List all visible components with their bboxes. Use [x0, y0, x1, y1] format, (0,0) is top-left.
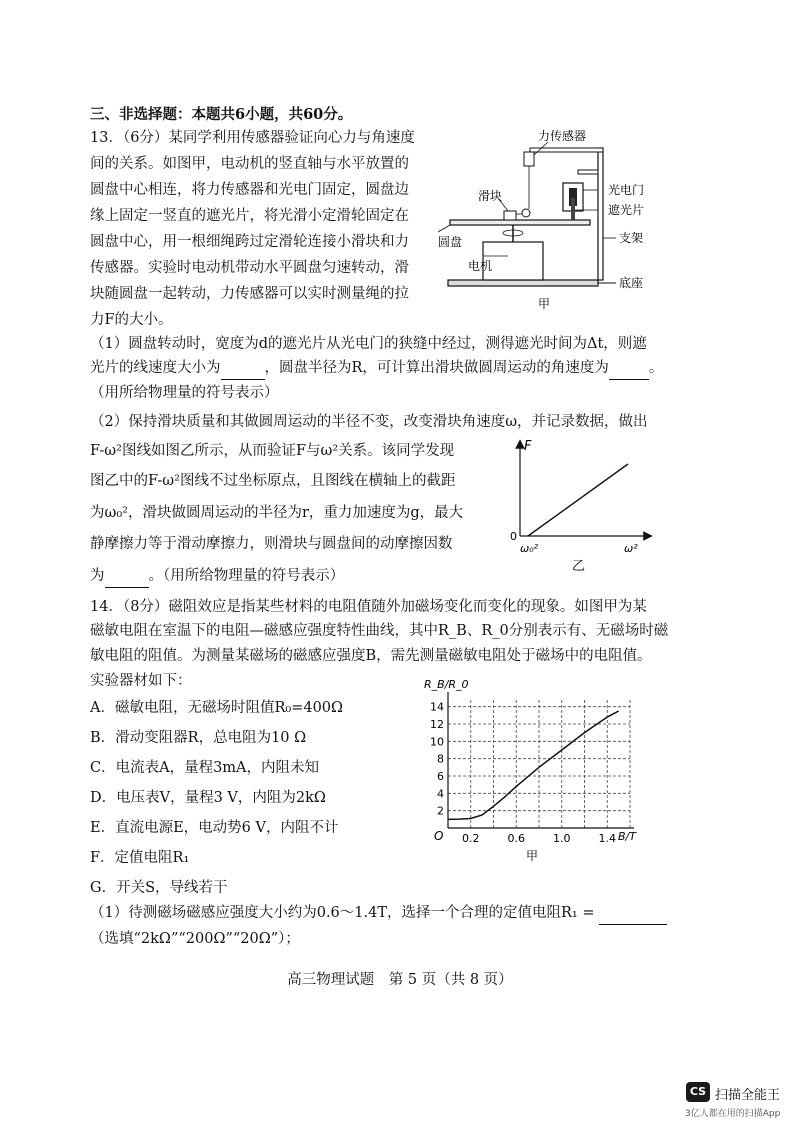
q13-p2-line1: （2）保持滑块质量和其做圆周运动的半径不变，改变滑块角速度ω，并记录数据，做出 — [90, 414, 648, 430]
y-tick-label: 12 — [430, 718, 444, 731]
equipment-item: C．电流表A，量程3mA，内阻未知 — [90, 760, 320, 776]
chart-origin-label: O — [434, 829, 444, 843]
chart-series — [448, 711, 619, 819]
answer-blank-friction-coefficient[interactable] — [105, 565, 149, 588]
q13-p1-text-a: 光片的线速度大小为 — [90, 360, 221, 376]
x-axis-label: ω² — [624, 542, 638, 555]
q13-p1-line2 — [90, 357, 663, 380]
chart-y-label: R_B/R_0 — [424, 678, 469, 691]
q13-p2-last-line — [90, 565, 344, 588]
scanner-app-name: 扫描全能王 — [715, 1088, 781, 1103]
q13-line: 圆盘中心相连，将力传感器和光电门固定，圆盘边 — [90, 182, 409, 198]
q14-p1-line1 — [90, 902, 667, 925]
label-slider: 滑块 — [478, 189, 503, 203]
f-omega-graph — [506, 436, 656, 576]
series-line — [448, 711, 619, 819]
q14-intro-line: 磁敏电阻在室温下的电阻—磁感应强度特性曲线，其中R_B、R_0分别表示有、无磁场时磁 — [90, 623, 669, 639]
q13-p1-line1: （1）圆盘转动时，宽度为d的遮光片从光电门的狭缝中经过，测得遮光时间为Δt，则遮 — [90, 336, 647, 352]
y-tick-label: 10 — [430, 735, 444, 749]
q13-p2-line: 为ω₀²，滑块做圆周运动的半径为r，重力加速度为g，最大 — [90, 505, 464, 521]
answer-blank-linear-velocity[interactable] — [221, 357, 265, 380]
chart-caption: 甲 — [526, 849, 539, 863]
y-axis-label: F — [524, 439, 532, 454]
q13-line: 力F的大小。 — [90, 312, 173, 328]
chart-x-label: B/T — [618, 830, 636, 843]
q14-p1-text: （1）待测磁场磁感应强度大小约为0.6～1.4T，选择一个合理的定值电阻R₁ = — [90, 905, 595, 921]
equipment-item: F．定值电阻R₁ — [90, 850, 190, 866]
answer-blank-resistor[interactable] — [599, 902, 667, 925]
q13-line: 13．（6分）某同学利用传感器验证向心力与角速度 — [90, 130, 415, 146]
base-plate — [448, 280, 598, 286]
shutter — [571, 198, 575, 220]
fig-caption-jia-1: 甲 — [538, 297, 551, 311]
label-base: 底座 — [619, 276, 644, 290]
q14-intro-line: 14．（8分）磁阻效应是指某些材料的电阻值随外加磁场变化而变化的现象。如图甲为某 — [90, 599, 647, 615]
q13-p2-text-b: 。（用所给物理量的符号表示） — [148, 568, 345, 584]
label-motor: 电机 — [468, 259, 493, 273]
chart-grid — [448, 698, 630, 828]
support-frame — [598, 148, 603, 280]
q13-line: 圆盘中心，用一根细绳跨过定滑轮连接小滑块和力 — [90, 234, 409, 250]
label-support: 支架 — [619, 231, 644, 245]
q13-line: 传感器。实验时电动机带动水平圆盘匀速转动，滑 — [90, 260, 409, 276]
q13-p2-line: 静摩擦力等于滑动摩擦力，则滑块与圆盘间的动摩擦因数 — [90, 536, 453, 552]
y-tick-label: 4 — [437, 787, 444, 801]
scanner-logo-icon: CS — [686, 1082, 710, 1102]
label-shutter: 遮光片 — [608, 203, 645, 217]
equipment-item: G．开关S，导线若干 — [90, 880, 228, 896]
disk — [450, 220, 590, 225]
equipment-item: A．磁敏电阻，无磁场时阻值R₀=400Ω — [90, 700, 344, 716]
q13-line: 间的关系。如图甲，电动机的竖直轴与水平放置的 — [90, 156, 409, 172]
equipment-item: E．直流电源E，电动势6 V，内阻不计 — [90, 820, 339, 836]
scanner-app-tagline: 3亿人都在用的扫描App — [685, 1109, 781, 1119]
f-omega-line — [528, 464, 628, 536]
fig-caption-yi: 乙 — [572, 559, 586, 574]
equipment-item: D．电压表V，量程3 V，内阻为2kΩ — [90, 790, 326, 806]
x-intercept-label: ω₀² — [520, 542, 539, 555]
slider-block — [504, 211, 516, 220]
x-tick-label: 1.0 — [553, 832, 571, 845]
apparatus-diagram — [438, 128, 660, 314]
magnetoresistance-chart — [408, 668, 670, 868]
equipment-header: 实验器材如下： — [90, 673, 192, 689]
pulley — [522, 209, 530, 217]
label-disk: 圆盘 — [438, 235, 463, 249]
origin-label: 0 — [510, 530, 517, 543]
force-sensor — [524, 152, 534, 166]
y-tick-label: 6 — [437, 770, 444, 783]
q14-p1-line2: （选填“2kΩ”“200Ω”“20Ω”）； — [90, 931, 300, 947]
q13-p2-line: 图乙中的F-ω²图线不过坐标原点，且图线在横轴上的截距 — [90, 473, 456, 489]
q13-line: 缘上固定一竖直的遮光片，将光滑小定滑轮固定在 — [90, 208, 409, 224]
y-tick-label: 14 — [430, 700, 444, 714]
q13-p1-line3: （用所给物理量的符号表示） — [90, 385, 279, 401]
answer-blank-angular-velocity[interactable] — [609, 357, 649, 380]
chart-axes — [448, 692, 634, 828]
x-tick-label: 0.6 — [507, 832, 525, 845]
q14-intro-line: 敏电阻的阻值。为测量某磁场的磁感应强度B，需先测量磁敏电阻处于磁场中的电阻值。 — [90, 648, 652, 664]
y-tick-label: 8 — [437, 752, 444, 766]
q13-p1-text-c: 。 — [648, 360, 664, 376]
x-tick-label: 0.2 — [462, 832, 480, 845]
q13-p2-text-a: 为 — [90, 568, 105, 584]
equipment-item: B．滑动变阻器R，总电阻为10 Ω — [90, 730, 307, 746]
q13-p2-line: F-ω²图线如图乙所示，从而验证F与ω²关系。该同学发现 — [90, 443, 455, 459]
q13-p1-text-b: ，圆盘半径为R，可计算出滑块做圆周运动的角速度为 — [264, 360, 609, 376]
section-header: 三、非选择题：本题共6小题，共60分。 — [90, 106, 353, 123]
chart-ticks — [430, 701, 616, 845]
page-footer: 高三物理试题 第 5 页（共 8 页） — [287, 972, 513, 988]
q13-line: 块随圆盘一起转动，力传感器可以实时测量绳的拉 — [90, 286, 409, 302]
x-tick-label: 1.4 — [598, 832, 616, 845]
label-photogate: 光电门 — [608, 183, 645, 197]
y-tick-label: 2 — [437, 804, 444, 818]
label-force-sensor: 力传感器 — [538, 129, 587, 143]
